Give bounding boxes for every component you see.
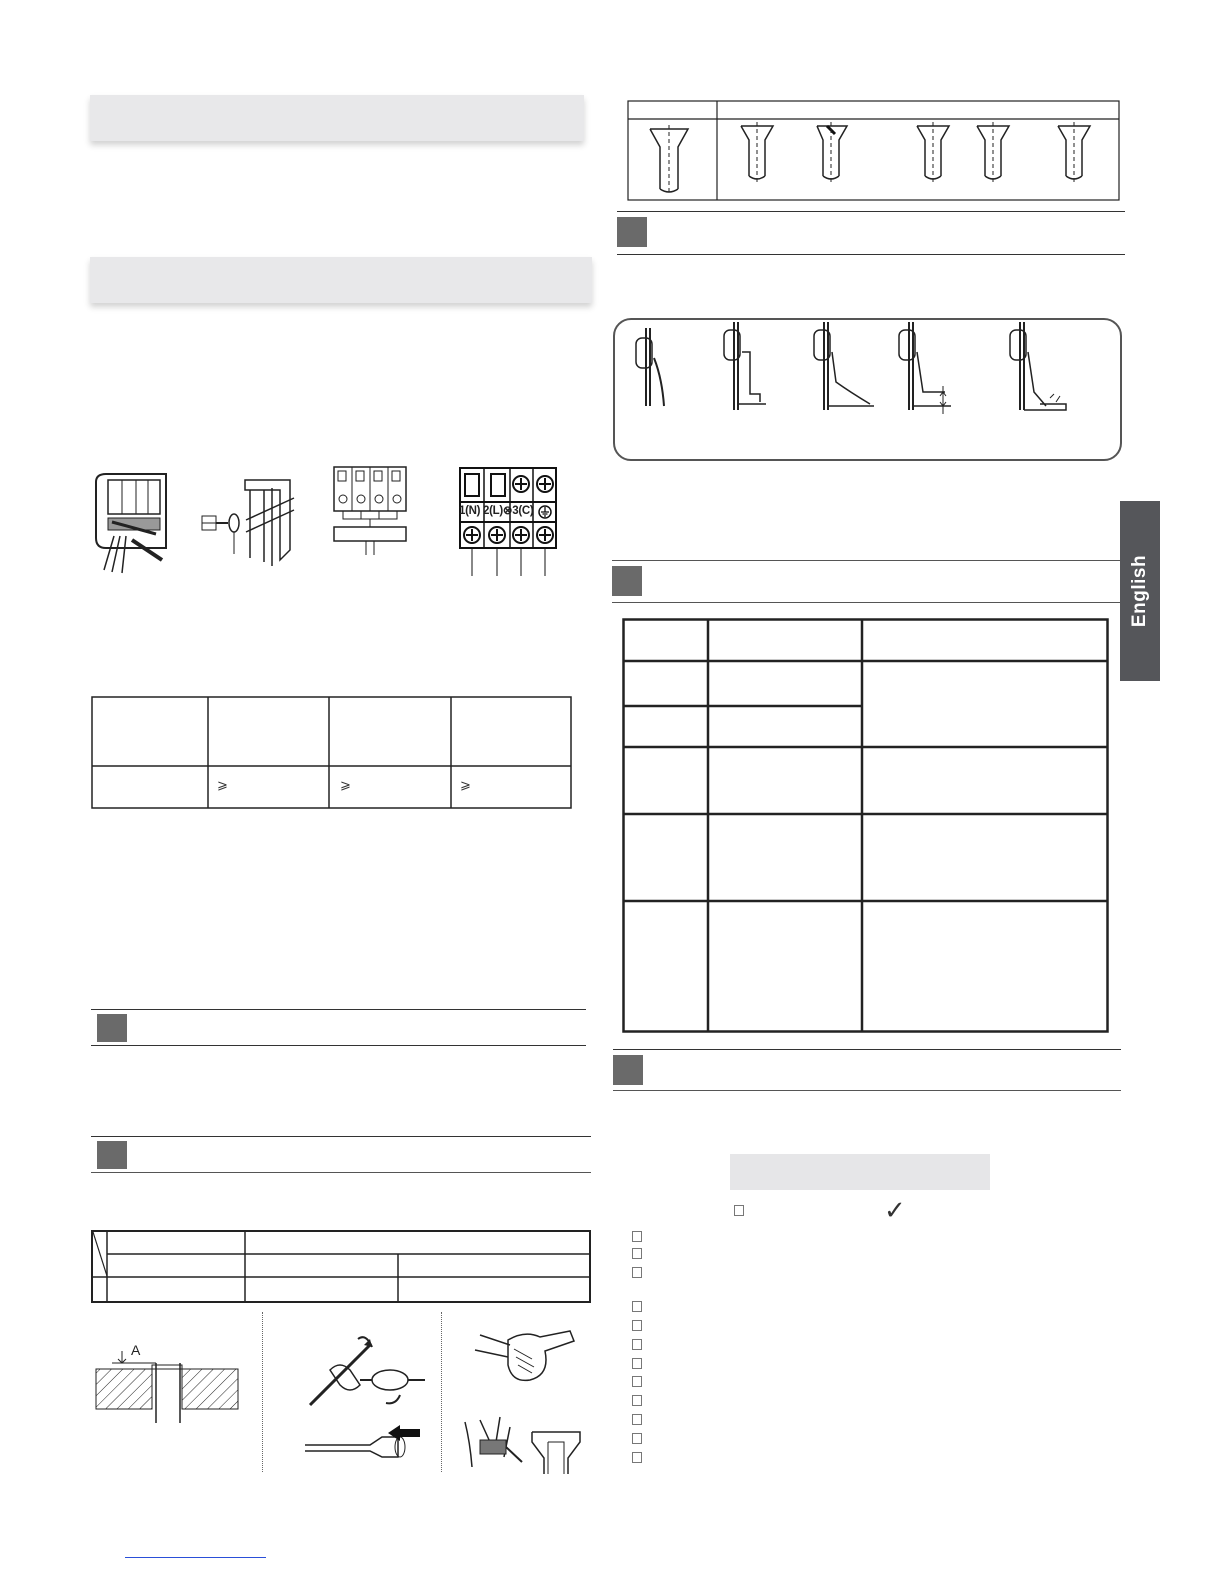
section-rule-bottom-l1 [91, 1045, 586, 1046]
figure-separator-2 [441, 1312, 442, 1472]
section-rule-bottom-r3 [613, 1090, 1121, 1091]
indoor-unit-wiring-illustration [92, 470, 168, 575]
checklist-item-checkbox[interactable] [632, 1248, 642, 1259]
section-number-box-l2 [97, 1141, 127, 1169]
pipe-size-table [91, 1230, 591, 1303]
checklist-item-checkbox[interactable] [632, 1358, 642, 1369]
checklist-item-checkbox[interactable] [632, 1376, 642, 1387]
earth-icon [538, 505, 552, 519]
wire-size-table [91, 696, 572, 809]
drain-hose-in-water [895, 322, 955, 414]
section-rule-top-l1 [91, 1009, 586, 1010]
section-header-bar-2 [90, 257, 592, 303]
checklist-item-checkbox[interactable] [632, 1267, 642, 1278]
drain-hose-correct [632, 328, 682, 408]
drain-hose-gap [1000, 322, 1070, 414]
figure-separator-1 [262, 1312, 263, 1472]
section-number-box-r1 [617, 217, 647, 247]
terminal-connection-diagram [330, 463, 410, 558]
dimension-label-a: A [131, 1342, 141, 1358]
screw-and-bracket-illustration [190, 470, 300, 570]
flare-nut-cross-section [528, 1428, 584, 1476]
checklist-item-checkbox[interactable] [632, 1395, 642, 1406]
section-rule-top-r3 [613, 1049, 1121, 1050]
checklist-item-checkbox[interactable] [632, 1301, 642, 1312]
language-tab[interactable] [1120, 501, 1160, 681]
section-number-box-r2 [612, 566, 642, 596]
torque-wrench-illustration [460, 1412, 530, 1474]
wire-size-geq-2: ⩾ [340, 777, 351, 792]
section-rule-bottom-r2 [612, 602, 1120, 603]
checklist-item-checkbox[interactable] [632, 1231, 642, 1242]
flare-check-table [627, 100, 1120, 201]
flare-incorrect-shape-1 [739, 122, 775, 182]
checklist-legend-checkbox[interactable] [734, 1205, 744, 1216]
flare-incorrect-shape-5 [1056, 122, 1092, 182]
section-rule-top-l2 [91, 1136, 591, 1137]
checklist-item-checkbox[interactable] [632, 1433, 642, 1444]
section-rule-bottom-r1 [617, 254, 1125, 255]
checklist-item-checkbox[interactable] [632, 1320, 642, 1331]
flare-incorrect-shape-3 [915, 122, 951, 182]
flare-incorrect-shape-4 [975, 122, 1011, 182]
checklist-legend-checkmark: ✓ [884, 1196, 906, 1226]
section-rule-top-r2 [612, 560, 1120, 561]
footer-link-line [125, 1557, 266, 1558]
drain-hose-raised [720, 322, 780, 412]
checklist-item-checkbox[interactable] [632, 1414, 642, 1425]
pipe-protrusion-diagram [92, 1343, 242, 1425]
section-number-box-r3 [613, 1055, 643, 1085]
terminal-block-diagram [458, 466, 558, 578]
flare-incorrect-shape-2 [813, 122, 849, 182]
pipe-flaring-tool-illustration [300, 1325, 440, 1475]
language-tab-label: English [1129, 554, 1150, 628]
checklist-item-checkbox[interactable] [632, 1339, 642, 1350]
troubleshooting-table [622, 618, 1109, 1033]
checklist-header-bar [730, 1154, 990, 1190]
hand-tightening-illustration [470, 1325, 580, 1395]
checklist-item-checkbox[interactable] [632, 1452, 642, 1463]
drain-hose-wavy [810, 322, 876, 412]
section-rule-bottom-l2 [91, 1172, 591, 1173]
flare-correct-shape [648, 125, 690, 195]
terminal-block-graphic [458, 466, 558, 578]
terminal-labels: 1(N) 2(L)⊗3(C) [459, 505, 534, 517]
section-number-box-l1 [97, 1014, 127, 1042]
section-header-bar-1 [90, 95, 584, 141]
wire-size-geq-3: ⩾ [460, 777, 471, 792]
section-rule-top-r1 [617, 211, 1125, 212]
wire-size-geq-1: ⩾ [217, 777, 228, 792]
